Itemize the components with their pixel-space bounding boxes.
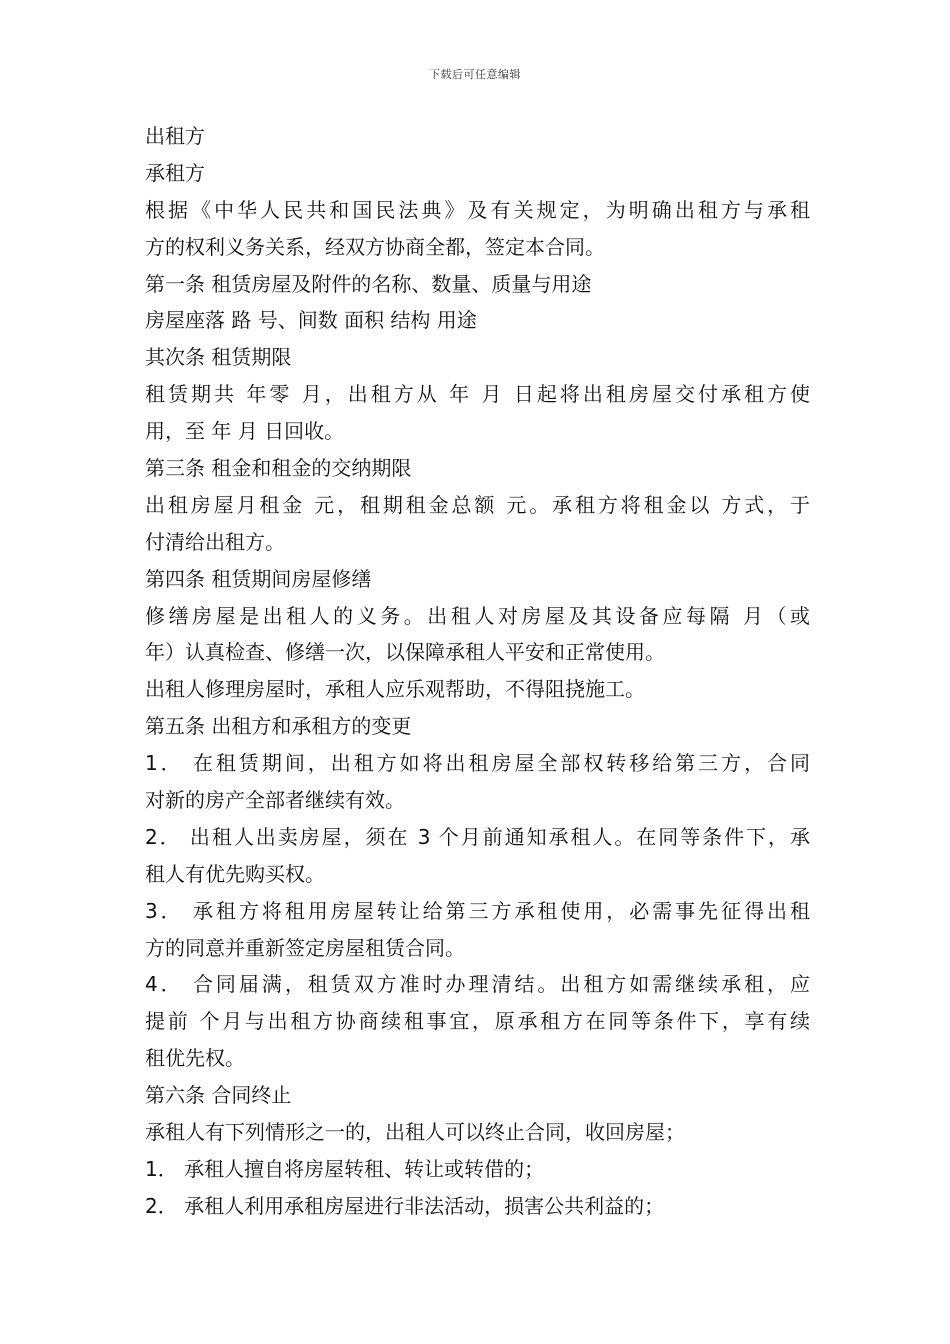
document-line: 1． 承租人擅自将房屋转租、转让或转借的； [145,1156,545,1181]
document-line: 4． 合同届满，租赁双方准时办理清结。出租方如需继续承租，应 [145,972,810,997]
document-line: 2． 出租人出卖房屋，须在 3 个月前通知承租人。在同等条件下，承 [145,824,810,849]
document-line: 承租人有下列情形之一的，出租人可以终止合同，收回房屋； [145,1120,685,1145]
document-line: 房屋座落 路 号、间数 面积 结构 用途 [145,308,477,333]
document-line: 其次条 租赁期限 [145,345,292,370]
document-line: 出租房屋月租金 元，租期租金总额 元。承租方将租金以 方式，于 [145,492,810,517]
document-line: 出租方 [145,124,205,148]
document-line: 第三条 租金和租金的交纳期限 [145,456,412,481]
document-line: 1． 在租赁期间，出租方如将出租房屋全部权转移给第三方，合同 [145,751,810,776]
document-line: 付清给出租方。 [145,529,285,554]
document-line: 2． 承租人利用承租房屋进行非法活动，损害公共利益的； [145,1193,665,1218]
document-line: 方的同意并重新签定房屋租赁合同。 [145,935,465,960]
document-line: 第五条 出租方和承租方的变更 [145,714,412,739]
document-line: 租人有优先购买权。 [145,861,325,886]
document-line: 第一条 租赁房屋及附件的名称、数量、质量与用途 [145,271,592,296]
document-line: 出租人修理房屋时，承租人应乐观帮助，不得阻挠施工。 [145,677,645,702]
document-line: 提前 个月与出租方协商续租事宜，原承租方在同等条件下，享有续 [145,1009,810,1034]
document-body [145,118,810,1225]
document-line: 年）认真检查、修缮一次，以保障承租人平安和正常使用。 [145,640,665,665]
document-line: 对新的房产全部者继续有效。 [145,788,405,813]
page-header: 下载后可任意编辑 [429,68,521,81]
document-line: 第四条 租赁期间房屋修缮 [145,566,372,591]
document-line: 方的权利义务关系，经双方协商全都，签定本合同。 [145,234,605,259]
document-line: 第六条 合同终止 [145,1083,292,1108]
document-line: 租优先权。 [145,1046,245,1071]
document-line: 根据《中华人民共和国民法典》及有关规定，为明确出租方与承租 [145,197,810,222]
document-line: 用，至 年 月 日回收。 [145,419,345,444]
document-line: 租赁期共 年零 月，出租方从 年 月 日起将出租房屋交付承租方使 [145,382,810,407]
document-line: 修缮房屋是出租人的义务。出租人对房屋及其设备应每隔 月（或 [145,603,810,628]
document-line: 3． 承租方将租用房屋转让给第三方承租使用，必需事先征得出租 [145,898,810,923]
document-line: 承租方 [145,160,205,185]
